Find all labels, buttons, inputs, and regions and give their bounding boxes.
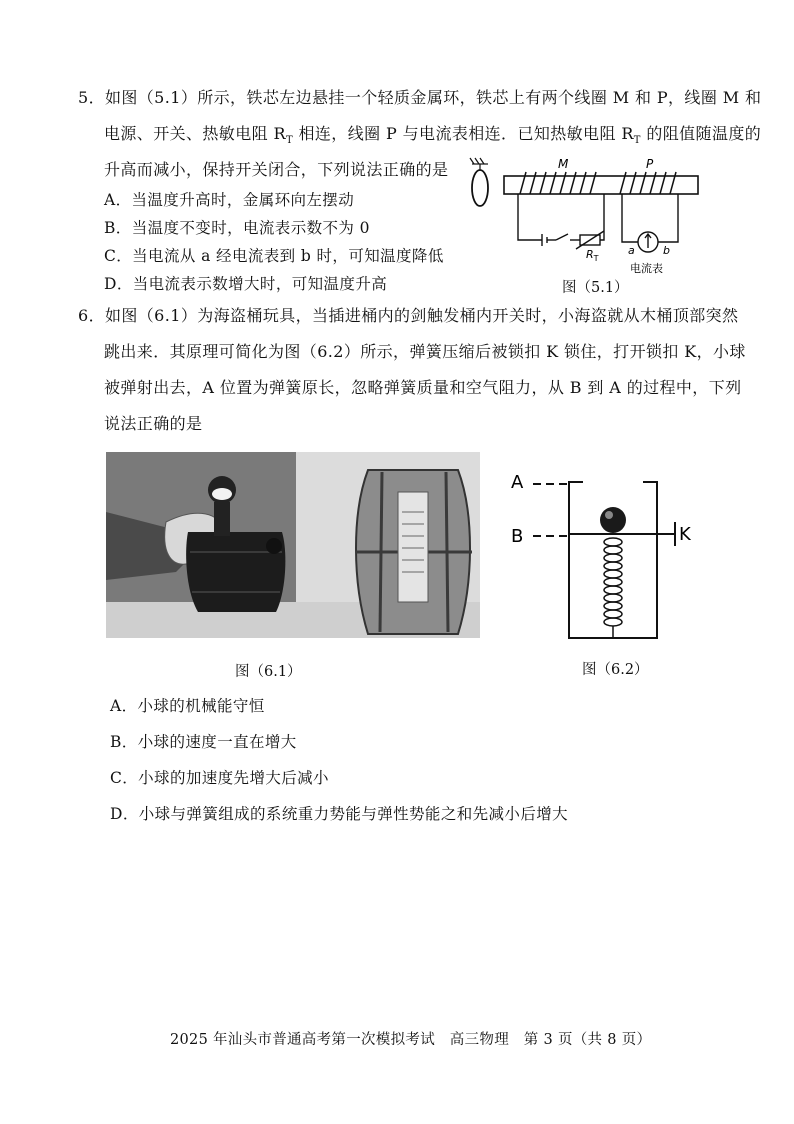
page-footer: 2025 年汕头市普通高考第一次模拟考试 高三物理 第 3 页（共 8 页） bbox=[170, 1032, 652, 1048]
spring bbox=[604, 538, 622, 638]
dashed-lines bbox=[533, 484, 567, 536]
q6-line-4: 说法正确的是 bbox=[104, 414, 203, 433]
q6-line-2: 跳出来．其原理可简化为图（6.2）所示，弹簧压缩后被锁扣 K 锁住，打开锁扣 K，小球 bbox=[104, 342, 746, 361]
ceiling-mount bbox=[470, 158, 488, 170]
label-rt bbox=[586, 248, 599, 263]
q5-line-2-sub2: T bbox=[633, 135, 641, 147]
metal-ring bbox=[472, 170, 488, 206]
label-rt-main: R bbox=[586, 248, 594, 261]
ammeter-label: 电流表 bbox=[630, 262, 663, 275]
figure-5-1-caption: 图（5.1） bbox=[562, 280, 629, 296]
figure-6-1-photo bbox=[106, 452, 480, 638]
label-a: a bbox=[628, 244, 635, 257]
label-p: P bbox=[646, 157, 654, 171]
q5-line-2 bbox=[104, 124, 761, 151]
q6-option-a: A．小球的机械能守恒 bbox=[110, 697, 265, 715]
q6-option-c: C．小球的加速度先增大后减小 bbox=[110, 769, 329, 787]
q5-option-d: D．当电流表示数增大时，可知温度升高 bbox=[104, 275, 388, 293]
pirate-face bbox=[212, 488, 232, 500]
figure-5-1-diagram bbox=[460, 150, 720, 280]
label-b-position: B bbox=[511, 526, 524, 547]
q5-line-3: 升高而减小，保持开关闭合，下列说法正确的是 bbox=[104, 160, 449, 179]
q5-option-c: C．当电流从 a 经电流表到 b 时，可知温度降低 bbox=[104, 247, 444, 265]
label-a-position: A bbox=[511, 472, 524, 493]
q6-line-1: 6．如图（6.1）为海盗桶玩具，当插进桶内的剑触发桶内开关时，小海盗就从木桶顶部突然 bbox=[78, 306, 739, 325]
label-b: b bbox=[663, 244, 670, 257]
q6-option-d: D．小球与弹簧组成的系统重力势能与弹性势能之和先减小后增大 bbox=[110, 805, 569, 823]
q5-line-2-a: 电源、开关、热敏电阻 R bbox=[104, 124, 286, 143]
q6-line-3: 被弹射出去，A 位置为弹簧原长，忽略弹簧质量和空气阻力，从 B 到 A 的过程中，下列 bbox=[104, 378, 742, 397]
q5-option-b: B．当温度不变时，电流表示数不为 0 bbox=[104, 219, 370, 237]
circuit-m bbox=[518, 194, 604, 249]
label-m: M bbox=[558, 157, 569, 171]
q5-option-a: A．当温度升高时，金属环向左摆动 bbox=[104, 191, 355, 209]
figure-6-2-caption: 图（6.2） bbox=[582, 662, 649, 678]
q5-line-2-sub: T bbox=[285, 135, 294, 147]
label-rt-sub: T bbox=[593, 254, 599, 263]
sword-handle bbox=[266, 538, 282, 554]
ball-highlight bbox=[605, 511, 613, 519]
container bbox=[569, 482, 657, 638]
q5-line-2-c: 的阻值随温度的 bbox=[640, 124, 762, 143]
barrel-mechanism bbox=[398, 492, 428, 602]
ball bbox=[600, 507, 626, 533]
q6-option-b: B．小球的速度一直在增大 bbox=[110, 733, 297, 751]
figure-6-1-caption: 图（6.1） bbox=[235, 664, 302, 680]
pirate-body bbox=[214, 502, 230, 536]
figure-6-2-diagram bbox=[505, 460, 705, 645]
q5-line-2-b: 相连，线圈 P 与电流表相连．已知热敏电阻 R bbox=[293, 124, 634, 143]
label-k: K bbox=[679, 524, 691, 545]
q5-line-1: 5．如图（5.1）所示，铁芯左边悬挂一个轻质金属环，铁芯上有两个线圈 M 和 P，线圈 M 和 bbox=[78, 88, 762, 107]
